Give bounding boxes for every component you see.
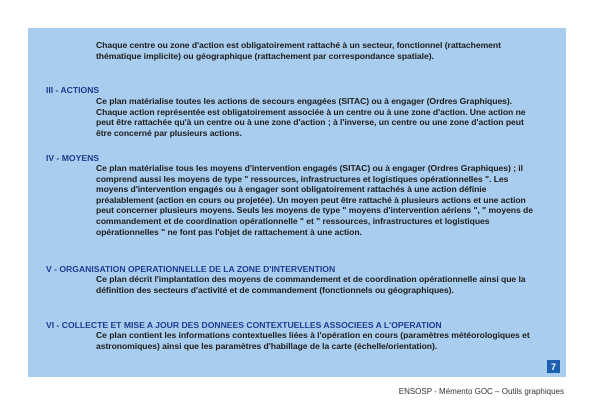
section-heading-collecte: VI - COLLECTE ET MISE A JOUR DES DONNEES CONTEXTUELLES ASSOCIEES A L'OPERATION (46, 320, 442, 330)
content-panel (28, 28, 566, 377)
intro-paragraph: Chaque centre ou zone d'action est obligatoirement rattaché à un secteur, fonctionnel (rattachement thématique implicite) ou géographique (rattachement par correspondance spatiale). (96, 40, 501, 61)
section-heading-organisation: V - ORGANISATION OPERATIONNELLE DE LA ZONE D'INTERVENTION (46, 264, 336, 274)
section-body-collecte: Ce plan contient les informations contextuelles liées à l'opération en cours (paramètres météorologiques et astronomiques) ainsi que les paramètres d'habillage de la carte (échelle/orientation). (96, 330, 530, 351)
section-heading-actions: III - ACTIONS (46, 85, 100, 95)
section-heading-moyens: IV - MOYENS (46, 153, 100, 163)
section-body-organisation: Ce plan décrit l'implantation des moyens de commandement et de coordination opérationnelle ainsi que la définition des secteurs d'activité et de commandement (fonctionnels ou géographiques). (96, 274, 526, 295)
section-body-moyens: Ce plan matérialise tous les moyens d'intervention engagés (SITAC) ou à engager (Ordres Graphiques) ; il comprend aussi les moyens de type " ressources, infrastructures et logistiques opérationnelles ". Les moyens d'intervention engagés ou à engager sont obligatoirement rattachés à une action définie préalablement (action en cours ou projetée). Un moyen peut être rattaché à plusieurs actions et une action peut concerner plusieurs moyens. Seuls les moyens de type " moyens d'intervention aériens ", " moyens de commandement et de coordination opérationnelle " et " ressources, infrastructures et logistiques opérationnelles " ne font pas l'objet de rattachement à une action. (96, 163, 533, 237)
page-number-badge: 7 (547, 360, 560, 373)
footer-text: ENSOSP - Mémento GOC – Outils graphiques (398, 387, 564, 396)
section-body-actions: Ce plan matérialise toutes les actions de secours engagées (SITAC) ou à engager (Ordres Graphiques). Chaque action représentée est obligatoirement associée à un centre ou à une zone d'action. Une action ne peut être rattachée qu'à un centre ou à une zone d'action ; à l'inverse, un centre ou une zone d'action peut être concerné par plusieurs actions. (96, 96, 526, 138)
